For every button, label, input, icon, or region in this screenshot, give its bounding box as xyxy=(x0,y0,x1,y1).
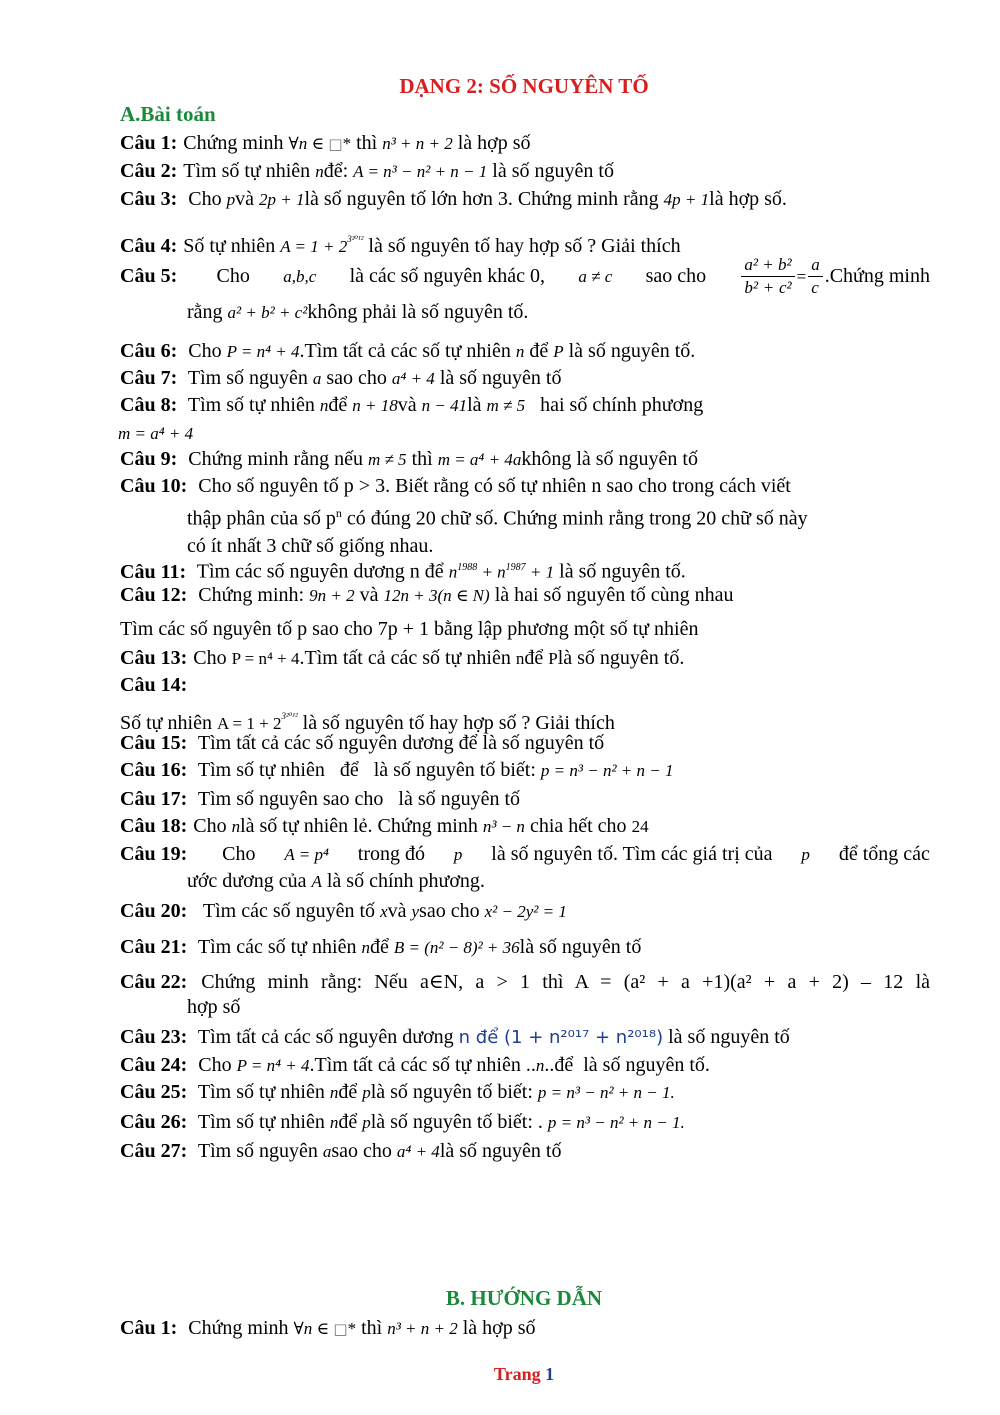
question-12-extra xyxy=(120,616,930,643)
math: 2p + 1 xyxy=(258,190,305,209)
math: A = 1 + 2 xyxy=(216,714,282,733)
math: n xyxy=(319,396,329,415)
question-label: Câu 26: xyxy=(120,1111,188,1133)
question-text: để xyxy=(529,340,549,362)
question-6 xyxy=(120,338,930,365)
question-text: Tìm số tự nhiên để là số nguyên tố biết: xyxy=(197,759,536,781)
question-27 xyxy=(120,1138,930,1165)
numerator: a² + b² xyxy=(741,254,794,277)
question-text: sao cho xyxy=(331,1140,392,1162)
question-text: .Tìm tất cả các số tự nhiên .. xyxy=(309,1054,536,1076)
question-label: Câu 20: xyxy=(120,900,188,922)
section-a-heading: A.Bài toán xyxy=(120,102,216,126)
question-26 xyxy=(120,1109,930,1136)
math: B = (n² − 8)² + 36 xyxy=(393,938,520,957)
math: p = n³ − n² + n − 1 xyxy=(540,761,674,780)
question-10 xyxy=(120,473,930,560)
math: p xyxy=(226,190,236,209)
question-16 xyxy=(120,757,930,784)
math: * xyxy=(342,134,352,153)
math: a² + b² + c² xyxy=(227,303,308,322)
question-label: Câu 17: xyxy=(120,788,188,810)
fraction-left xyxy=(741,254,794,299)
footer-label: Trang xyxy=(493,1364,541,1384)
question-text: thì xyxy=(356,1317,388,1339)
math: P xyxy=(553,342,564,361)
math: a,b,c xyxy=(283,267,317,286)
question-text: là số nguyên tố xyxy=(439,367,562,389)
question-text: Tìm số tự nhiên xyxy=(197,1081,325,1103)
denominator: b² + c² xyxy=(744,278,792,297)
math: p = n³ − n² + n − 1. xyxy=(547,1113,685,1132)
question-25 xyxy=(120,1079,930,1106)
question-text: chia hết cho xyxy=(529,815,627,837)
question-label: Câu 5: xyxy=(120,265,178,287)
fraction-equation xyxy=(739,254,930,299)
question-text: Số tự nhiên xyxy=(183,235,276,257)
math: A = n³ − n² + n − 1 xyxy=(353,162,488,181)
question-text: là số nguyên tố xyxy=(519,936,642,958)
question-text: ước dương của xyxy=(187,870,307,892)
math: a⁴ + 4 xyxy=(396,1142,440,1161)
question-label: Câu 25: xyxy=(120,1081,188,1103)
question-22-continued xyxy=(120,996,930,1018)
math: n³ + n + 2 xyxy=(382,134,453,153)
question-label: Câu 27: xyxy=(120,1140,188,1162)
question-text: là số tự nhiên lẻ. Chứng minh xyxy=(240,815,478,837)
question-text: Tìm các số nguyên tố p sao cho 7p + 1 bằng lập phương một số tự nhiên xyxy=(120,618,699,640)
math-exponent: 3²⁰¹² xyxy=(281,711,298,721)
math: n xyxy=(535,1056,545,1075)
question-21 xyxy=(120,934,930,961)
math: p xyxy=(453,845,463,864)
question-text: là số chính phương. xyxy=(326,870,485,892)
question-text: hai số chính phương xyxy=(540,394,704,416)
math: n + 18 xyxy=(352,396,398,415)
math: n xyxy=(329,1083,339,1102)
question-19 xyxy=(120,841,930,895)
math: m = a⁴ + 4 xyxy=(118,424,194,443)
math: n xyxy=(515,649,525,668)
question-23 xyxy=(120,1024,930,1051)
question-text: Tìm số tự nhiên xyxy=(187,394,315,416)
page-number: 1 xyxy=(545,1364,555,1384)
math: a ≠ c xyxy=(578,267,613,286)
question-text: là hợp số xyxy=(457,132,531,154)
question-text: Cho xyxy=(188,340,222,362)
question-11 xyxy=(120,554,930,586)
math: 9n + 2 xyxy=(309,586,355,605)
question-text: là xyxy=(467,394,482,416)
question-19-continued xyxy=(120,868,930,895)
question-text: Chứng minh rằng: Nếu a∈N, a > 1 thì A = (a² + a +1)(a² + a + 2) – 12 là xyxy=(201,971,930,993)
question-text: Tìm các số nguyên dương n để xyxy=(196,560,444,583)
question-text: Tìm số tự nhiên xyxy=(183,160,311,182)
question-12 xyxy=(120,582,930,609)
math-exponent: 3²⁰¹² xyxy=(347,234,364,244)
question-label: Câu 22: xyxy=(120,971,188,993)
math: m = a⁴ + 4a xyxy=(437,450,522,469)
math: P = n⁴ + 4 xyxy=(236,1056,310,1075)
question-label: Câu 18: xyxy=(120,815,188,837)
math: p xyxy=(362,1083,371,1102)
question-text: Tìm tất cả các số nguyên dương để là số nguyên tố xyxy=(197,732,605,754)
question-20 xyxy=(120,898,930,925)
question-15 xyxy=(120,730,930,757)
math: x xyxy=(380,902,388,921)
question-label: Câu 1: xyxy=(120,132,178,154)
missing-glyph-box: □ xyxy=(333,1320,348,1338)
math: 4p + 1 xyxy=(663,190,710,209)
question-text: là số nguyên tố. xyxy=(568,340,696,362)
math: A = p⁴ xyxy=(284,845,329,864)
question-text: là số nguyên tố xyxy=(439,1140,562,1162)
question-text: Chứng minh xyxy=(183,132,284,154)
numerator: a xyxy=(808,254,823,277)
math: P = n⁴ + 4 xyxy=(226,342,300,361)
question-text: có đúng 20 chữ số. Chứng minh rằng trong 20 chữ số này xyxy=(341,507,808,530)
math: P xyxy=(548,649,558,668)
math: P = n⁴ + 4 xyxy=(231,649,300,668)
question-label: Câu 9: xyxy=(120,448,178,470)
question-13 xyxy=(120,645,930,672)
question-text: Tìm số nguyên xyxy=(187,367,308,389)
question-text: và xyxy=(235,188,254,210)
math: p = n³ − n² + n − 1. xyxy=(537,1083,675,1102)
page-footer xyxy=(0,1364,1000,1385)
math: A xyxy=(311,872,322,891)
math: n xyxy=(448,562,458,582)
question-label: Câu 7: xyxy=(120,367,178,389)
math: + n xyxy=(477,562,506,582)
fraction-right xyxy=(808,254,823,299)
math: m ≠ 5 xyxy=(486,396,526,415)
math: a xyxy=(312,369,322,388)
section-b-heading: B. HƯỚNG DẪN xyxy=(445,1286,603,1310)
math: ∀n ∈ xyxy=(288,134,329,153)
question-text: Tìm số nguyên xyxy=(197,1140,318,1162)
math: n³ − n xyxy=(482,817,525,836)
question-label: Câu 13: xyxy=(120,647,188,669)
math: n xyxy=(361,938,370,957)
question-label: Câu 11: xyxy=(120,560,187,583)
question-text: là số nguyên tố biết: . xyxy=(370,1111,543,1133)
equals-sign: = xyxy=(796,267,807,286)
exponent: 1988 xyxy=(457,562,478,573)
question-17 xyxy=(120,786,930,813)
question-text: Cho xyxy=(216,265,250,287)
question-label: Câu 4: xyxy=(120,235,178,257)
question-label: Câu 24: xyxy=(120,1054,188,1076)
question-text: Chứng minh xyxy=(188,1317,289,1339)
question-text: rằng xyxy=(187,301,223,323)
question-label: Câu 6: xyxy=(120,340,178,362)
question-18 xyxy=(120,813,930,840)
question-text: Cho xyxy=(193,815,227,837)
question-text: thập phân của số p xyxy=(187,507,336,530)
question-label: Câu 8: xyxy=(120,394,178,416)
denominator: c xyxy=(811,278,819,297)
math: n − 41 xyxy=(421,396,468,415)
question-text: không phải là số nguyên tố. xyxy=(307,301,529,323)
missing-glyph-box: □ xyxy=(328,135,343,153)
question-3 xyxy=(120,186,930,213)
question-text: để xyxy=(338,1081,358,1103)
math: p xyxy=(362,1113,371,1132)
exponent: 1987 xyxy=(505,562,526,573)
math: x² − 2y² = 1 xyxy=(484,902,567,921)
question-text: .Tìm tất cả các số tự nhiên xyxy=(299,340,511,362)
question-label: Câu 21: xyxy=(120,936,188,958)
question-text: là số nguyên tố. xyxy=(557,647,685,669)
question-text: là số nguyên tố lớn hơn 3. Chứng minh rằng xyxy=(304,188,659,210)
question-text: để xyxy=(338,1111,358,1133)
answer-1 xyxy=(120,1315,930,1343)
question-text: Tìm số nguyên sao cho là số nguyên tố xyxy=(197,788,521,810)
question-label: Câu 19: xyxy=(120,843,188,865)
math: y xyxy=(411,902,420,921)
question-text: là số nguyên tố hay hợp số ? Giải thích xyxy=(368,235,681,257)
math: n xyxy=(231,817,241,836)
question-text: thì xyxy=(411,448,433,470)
question-text: .Chứng minh xyxy=(824,265,930,287)
question-label: Câu 12: xyxy=(120,584,188,606)
question-label: Câu 15: xyxy=(120,732,188,754)
question-text: là số nguyên tố xyxy=(492,160,614,182)
question-22 xyxy=(120,969,930,1018)
question-text: Cho xyxy=(198,1054,232,1076)
question-text: .Tìm tất cả các số tự nhiên xyxy=(299,647,511,669)
math: n³ + n + 2 xyxy=(387,1319,458,1338)
math: m ≠ 5 xyxy=(367,450,407,469)
question-text: thì xyxy=(351,132,383,154)
question-text: ..để là số nguyên tố. xyxy=(544,1054,710,1076)
question-9 xyxy=(120,446,930,473)
question-label: Câu 3: xyxy=(120,188,178,210)
question-label: Câu 23: xyxy=(120,1026,188,1048)
question-label: Câu 14: xyxy=(120,674,188,696)
math: A = 1 + 2 xyxy=(280,237,348,256)
question-text: Cho số nguyên tố p > 3. Biết rằng có số tự nhiên n sao cho trong cách viết xyxy=(198,475,791,497)
question-text: để tổng các xyxy=(838,843,930,865)
math: 24 xyxy=(631,817,649,836)
question-8 xyxy=(120,392,930,419)
question-text: và xyxy=(387,900,407,922)
question-text: Cho xyxy=(188,188,222,210)
question-text: sao cho xyxy=(419,900,480,922)
question-8-formula xyxy=(118,420,928,447)
question-text: hợp số xyxy=(187,996,241,1018)
question-text: là số nguyên tố xyxy=(668,1026,790,1048)
question-text: sao cho xyxy=(645,265,707,287)
question-text: để xyxy=(524,647,544,669)
question-text: Tìm các số tự nhiên xyxy=(197,936,357,958)
question-text: để xyxy=(369,936,389,958)
math: a⁴ + 4 xyxy=(391,369,435,388)
math: n xyxy=(329,1113,339,1132)
question-label: Câu 1: xyxy=(120,1317,178,1339)
question-14 xyxy=(120,672,930,699)
math: n xyxy=(315,162,324,181)
question-text: Cho xyxy=(193,647,227,669)
question-text: Tìm các số nguyên tố xyxy=(202,900,376,922)
question-1 xyxy=(120,130,930,158)
question-5-continued xyxy=(120,299,930,326)
math: n xyxy=(515,342,525,361)
question-text: Tìm số tự nhiên xyxy=(197,1111,325,1133)
question-text: Cho xyxy=(222,843,256,865)
question-text: là hai số nguyên tố cùng nhau xyxy=(494,584,734,606)
question-text: Chứng minh rằng nếu xyxy=(188,448,363,470)
question-text: là số nguyên tố biết: xyxy=(370,1081,533,1103)
math: * xyxy=(347,1319,357,1338)
question-text: để: xyxy=(323,160,349,182)
question-10-line-2 xyxy=(120,500,930,533)
question-text: là các số nguyên khác 0, xyxy=(349,265,546,287)
math: a xyxy=(322,1142,332,1161)
math: ∀n ∈ xyxy=(293,1319,334,1338)
question-text: là hợp số xyxy=(462,1317,536,1339)
question-5 xyxy=(120,254,930,326)
math: n để (1 + n²⁰¹⁷ + n²⁰¹⁸) xyxy=(458,1027,664,1048)
math: p xyxy=(801,845,810,864)
question-text: Số tự nhiên xyxy=(120,712,212,734)
question-text: và xyxy=(359,584,379,606)
question-7 xyxy=(120,365,930,392)
question-text: và xyxy=(397,394,417,416)
question-text: để xyxy=(328,394,348,416)
question-text: trong đó xyxy=(357,843,425,865)
question-text: Tìm tất cả các số nguyên dương xyxy=(197,1026,454,1048)
question-text: là số nguyên tố hay hợp số ? Giải thích xyxy=(302,712,615,734)
question-text: có ít nhất 3 chữ số giống nhau. xyxy=(187,534,434,557)
question-text: Chứng minh: xyxy=(198,584,305,606)
question-24 xyxy=(120,1052,930,1079)
question-2 xyxy=(120,158,930,185)
question-text: là số nguyên tố. xyxy=(559,560,686,583)
math: + 1 xyxy=(525,562,555,582)
page-title: DẠNG 2: SỐ NGUYÊN TỐ xyxy=(399,74,649,98)
question-label: Câu 10: xyxy=(120,475,188,497)
question-label: Câu 2: xyxy=(120,160,178,182)
math: 12n + 3(n ∈ N) xyxy=(383,586,490,605)
question-text: sao cho xyxy=(326,367,387,389)
question-text: không là số nguyên tố xyxy=(521,448,698,470)
question-label: Câu 16: xyxy=(120,759,188,781)
question-text: là hợp số. xyxy=(709,188,787,210)
question-text: là số nguyên tố. Tìm các giá trị của xyxy=(491,843,773,865)
exponent: n xyxy=(335,506,342,520)
